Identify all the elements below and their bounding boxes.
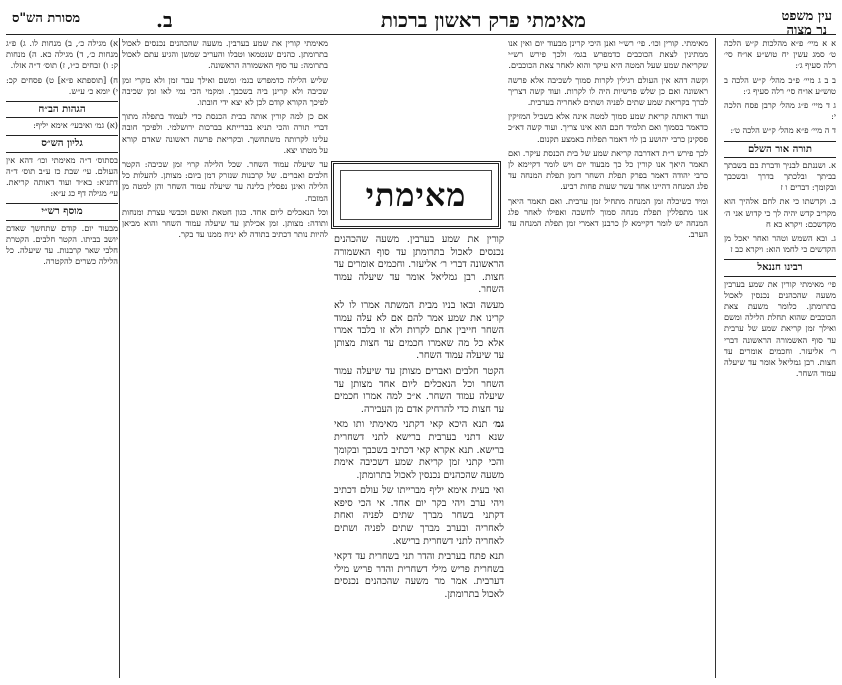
masoret-column (6, 38, 118, 678)
column-divider (119, 38, 120, 678)
gemara-label: גמ׳ (492, 419, 504, 431)
commentary-paragraph: עד שיעלה עמוד השחר. שכל הלילה קרוי זמן שכיבה: הקטר חלבים ואברים. של קרבנות שנזרק דמן ביום: מצותן. להעלות כל הלילה ואינן נפסלין בלינה עד שיעלה עמוד השחר והן למטה מן המזבח. (122, 159, 328, 203)
commentary-paragraph: אם כן למה קורין אותה בבית הכנסת כדי לעמוד בתפלה מתוך דברי תורה והכי תניא בברייתא בברכות ירושלמי. ולפיכך חובה עלינו לקרותה משתחשך. ובקריאת פרשה ראשונה שאדם קורא על מטתו יצא. (122, 111, 328, 155)
ein-mishpat-heading: עין משפט נר מצוה (781, 9, 832, 38)
hagahot-title: הגהות הב״ח (6, 101, 118, 118)
gilyon-title: גליון הש״ס (6, 135, 118, 152)
torah-or-title: תורה אור השלם (724, 141, 836, 158)
torah-verse: א. ושננתם לבניך ודברת בם בשבתך בביתך ובלכתך בדרך ובשכבך ובקומך: דברים ו ז (724, 159, 836, 193)
talmud-page (6, 6, 836, 679)
mishnah-text: הקטר חלבים ואברים מצותן עד שיעלה עמוד השחר וכל הנאכלים ליום אחד מצותן עד שיעלה עמוד השחר. א״כ למה אמרו חכמים עד חצות כדי להרחיק אדם מן העבירה. (334, 365, 504, 415)
commentary-paragraph: מאימתי קורין את שמע בערבין. משעה שהכהנים נכנסים לאכול בתרומתן. כהנים שנטמאו וטבלו והעריב שמשן והגיע עתם לאכול בתרומה: עד סוף האשמורה הראשונה. (122, 38, 328, 71)
rabbenu-chananel-title: רבינו חננאל (724, 259, 836, 276)
column-divider (715, 38, 716, 678)
masoret-entry: א) מגילה כ׳, ב) מנחות לו. ג) פ״ג מנחות כ׳, ד) מגילה כא. ה) מנחות ק: ו) זבחים כ״ו, ז) תוס׳ ד״ה אזלו. (6, 38, 118, 71)
ein-mishpat-column (724, 38, 836, 678)
gilyon-text: בסתוס׳ ד״ה מאימתי וכו׳ דהא אין העולם. עי׳ שבת כז ע״ב תוס׳ ד״ה דתניא: בא״ד ועוד דאותה קריאת. עי׳ מגילה דף כג ע״א: (6, 154, 118, 199)
opening-word-frame (331, 161, 501, 229)
masoret-entry: ח) [תוספתא פ״א] ט) פסחים קכ: י) יומא כ׳ ע״ש. (6, 74, 118, 96)
hagahot-text: (א) גמ׳ ואיבעי׳ אימא יליף: (33, 120, 118, 131)
ein-mishpat-entry: א א מיי׳ פ״א מהלכות ק״ש הלכה ט׳ סמג עשין יח טוש״ע או״ח סי׳ רלה סעיף ג׳: (724, 38, 836, 71)
opening-word: מאימתי (365, 176, 467, 214)
gemara-body: תנא היכא קאי דקתני מאימתי ותו מאי שנא דתני בערבית ברישא לתני דשחרית ברישא. תנא אקרא קאי דכתיב בשכבך ובקומך והכי קתני זמן קריאת שמע דשכיבה אימת משעה שהכהנים נכנסין לאכול בתרומתן. (334, 419, 504, 481)
commentary-paragraph: לכך פירש ר״ת דאדרבה קריאת שמע של בית הכנסת עיקר. ואם תאמר היאך אנו קורין כל כך מבעוד יום ויש לומר דקיימא לן כרבי יהודה דאמר בפרק תפלת השחר דזמן תפלת המנחה עד פלג המנחה דהיינו אחד עשר שעות פחות רביע. (508, 147, 708, 192)
gemara-text: ואי בעית אימא יליף מברייתו של עולם דכתיב ויהי ערב ויהי בקר יום אחד. אי הכי סיפא דקתני בשחר מברך שתים לפניה ואחת לאחריה ובערב מברך שתים לפניה ושתים לאחריה לתני דשחרית ברישא. (334, 485, 504, 547)
folio-number: ב. (156, 8, 173, 32)
gemara-text (334, 419, 504, 482)
commentary-paragraph: וקשה דהא אין העולם רגילין לקרות סמוך לשכיבה אלא פרשה ראשונה ואם כן שלש פרשיות היה לו לקרות. ועוד קשה דצריך לברך בקריאת שמע שתים לפניה ושתים לאחריה בערבית. (508, 74, 708, 108)
gemara-text: תנא פתח בערבית והדר תני בשחרית עד דקאי בשחרית פריש מילי דשחרית והדר פריש מילי דערבית. אמר מר משעה שהכהנים נכנסים לאכול בתרומתן. (334, 551, 504, 601)
tractate-title: מאימתי פרק ראשון ברכות (380, 8, 586, 32)
musaf-rashi-text: מבעוד יום. קודם שתחשך שאדם יושב בביתו. הקטר חלבים. הקטרת חלבי שאר קרבנות. עד שיעלה. כל הלילה כשרים להקטרה. (6, 222, 118, 267)
gemara-column (334, 38, 504, 678)
commentary-paragraph: ומיד כשיכלה זמן המנחה מתחיל זמן ערבית. ואם תאמר היאך אנו מתפללין תפלת מנחה סמוך לחשכה ואפילו לאחר פלג המנחה יש לומר דקיימא לן כרבנן דאמרי זמן תפלת המנחה עד הערב. (508, 195, 708, 240)
page-header (6, 6, 836, 38)
commentary-left-column (122, 38, 328, 678)
musaf-rashi-title: מוסף רש״י (6, 203, 118, 220)
opening-word-inner-frame (340, 170, 492, 220)
rabbenu-chananel-text: פי׳ מאימתי קורין את שמע בערבין משעה שהכהנים נכנסין לאכול בתרומתן. כלומר משעת צאת הכוכבים שהוא תחלת הלילה ומשם ואילך זמן קריאת שמע של ערבית עד סוף האשמורה הראשונה דברי ר׳ אליעזר. וחכמים אומרים עד חצות. רבן גמליאל אומר עד שיעלה עמוד השחר. (724, 278, 836, 379)
torah-verse: ב. וקדשתו כי את לחם אלהיך הוא מקריב קדש יהיה לך כי קדוש אני ה׳ מקדשכם: ויקרא כא ח (724, 196, 836, 229)
masoret-hashas-heading: מסורת הש"ס (12, 11, 81, 26)
commentary-paragraph: ועוד דאותה קריאת שמע סמוך למטה אינה אלא בשביל המזיקין כדאמר בסמוך ואם תלמיד חכם הוא אינו צריך. ועוד קשה דא״כ פסקינן כרבי יהושע בן לוי דאמר תפלות באמצע תקנום. (508, 111, 708, 144)
ein-mishpat-entry: ד ה מיי׳ פ״א מהל׳ ק״ש הלכה ט׳: (730, 125, 836, 136)
commentary-paragraph: שליש הלילה כדמפרש בגמ׳ ומשם ואילך עבר זמן ולא מקרי זמן שכיבה ולא קרינן ביה בשכבך. ומקמי הכי נמי לאו זמן שכיבה לפיכך הקורא קודם לכן לא יצא ידי חובתו. (122, 74, 328, 108)
torah-verse: ג. ובא השמש וטהר ואחר יאכל מן הקדשים כי לחמו הוא: ויקרא כב ז (724, 233, 836, 255)
mishnah-text: מעשה ובאו בניו מבית המשתה אמרו לו לא קרינו את שמע אמר להם אם לא עלה עמוד השחר חייבין אתם לקרות ולא זו בלבד אמרו אלא כל מה שאמרו חכמים עד חצות מצותן עד שיעלה עמוד השחר. (334, 299, 504, 362)
commentary-paragraph: מאימתי. קורין וכו׳. פי׳ רש״י ואנן היכי קרינן מבעוד יום ואין אנו ממתינין לצאת הכוכבים כדמפרש בגמ׳ ולכך פירש רש״י שקריאת שמע שעל המטה היא עיקר והוא לאחר צאת הכוכבים. (508, 38, 708, 71)
ein-mishpat-entry: ג ד מיי׳ פ״ג מהל׳ קרבן פסח הלכה י: (724, 100, 836, 122)
mishnah-text: קורין את שמע בערבין. משעה שהכהנים נכנסים לאכול בתרומתן עד סוף האשמורה הראשונה דברי ר׳ אליעזר. וחכמים אומרים עד חצות. רבן גמליאל אומר עד שיעלה עמוד השחר. (334, 234, 504, 296)
commentary-paragraph: וכל הנאכלים ליום אחד. כגון חטאת ואשם וכבשי עצרת ומנחות ותודה: מצותן. זמן אכילתן עד שיעלה עמוד השחר והוא מביאן להיות נותר דכתיב בתודה לא יניח ממנו עד בקר. (122, 206, 328, 240)
ein-mishpat-entry: ב ב ג מיי׳ פ״ב מהל׳ ק״ש הלכה ב טוש״ע או״ח סי׳ רלה סעיף ג׳: (724, 74, 836, 96)
commentary-right-column (508, 38, 708, 678)
